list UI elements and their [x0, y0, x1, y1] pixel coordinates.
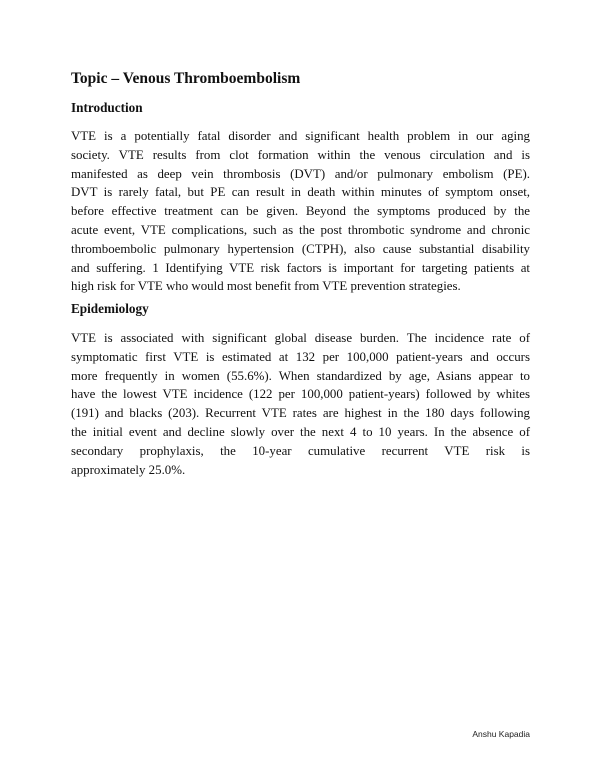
paragraph-line: before effective treatment can be given. Beyond the symptoms produced by the	[71, 204, 530, 219]
paragraph-line: acute event, VTE complications, such as the post thrombotic syndrome and chronic	[71, 222, 530, 237]
paragraph-line: secondary prophylaxis, the 10-year cumulative recurrent VTE risk is	[71, 443, 530, 458]
paragraph-line: VTE is a potentially fatal disorder and significant health problem in our aging	[71, 129, 530, 143]
paragraph-line: and suffering. 1 Identifying VTE risk factors is important for targeting patients at	[71, 260, 530, 275]
paragraph-line: thromboembolic pulmonary hypertension (CTPH), also cause substantial disability	[71, 241, 530, 256]
paragraph-line: (191) and blacks (203). Recurrent VTE rates are highest in the 180 days following	[71, 406, 530, 421]
paragraph-line: have the lowest VTE incidence (122 per 100,000 patient-years) followed by whites	[71, 387, 530, 402]
section-heading-introduction: Introduction	[71, 100, 143, 115]
section-heading-epidemiology: Epidemiology	[71, 301, 149, 316]
paragraph-line: symptomatic first VTE is estimated at 132 per 100,000 patient-years and occurs	[71, 349, 530, 364]
paragraph-line: manifested as deep vein thrombosis (DVT) and/or pulmonary embolism (PE).	[71, 166, 530, 181]
paragraph-line: approximately 25.0%.	[71, 462, 186, 477]
section-body-epidemiology	[71, 329, 530, 479]
footer-author: Anshu Kapadia	[472, 729, 530, 739]
paragraph-line: VTE is associated with significant global disease burden. The incidence rate of	[71, 331, 530, 345]
paragraph-line: high risk for VTE who would most benefit from VTE prevention strategies.	[71, 279, 461, 294]
paragraph-line: more frequently in women (55.6%). When standardized by age, Asians appear to	[71, 368, 530, 383]
section-body-introduction	[71, 127, 530, 296]
paragraph-line: DVT is rarely fatal, but PE can result in death within minutes of symptom onset,	[71, 185, 530, 200]
paragraph-line: the initial event and decline slowly over the next 4 to 10 years. In the absence of	[71, 424, 530, 439]
page-title: Topic – Venous Thromboembolism	[71, 70, 301, 87]
paragraph-line: society. VTE results from clot formation within the venous circulation and is	[71, 147, 530, 162]
